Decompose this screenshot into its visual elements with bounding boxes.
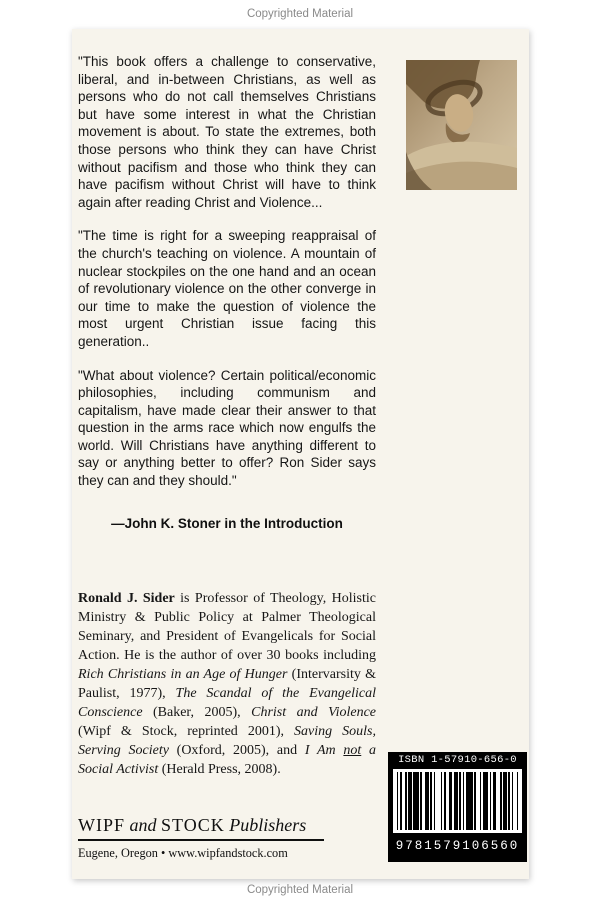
isbn-barcode-block xyxy=(388,752,527,862)
book-back-cover xyxy=(72,29,529,879)
text-segment: STOCK xyxy=(161,815,225,835)
text-segment: Publishers xyxy=(224,815,307,835)
back-cover-text-column xyxy=(78,53,376,793)
text-segment: and xyxy=(125,815,162,835)
endorsement-quote-paragraph: "This book offers a challenge to conservative, liberal, and in-between Christians, as well as persons who do not call themselves Christians but have some interest in what the Christian movement is about. To state the extremes, both those persons who think they can have Christ without pacifism and those who think they can have pacifism without Christ will have to think again after reading Christ and Violence... xyxy=(78,54,376,210)
text-segment: (Herald Press, 2008). xyxy=(158,761,281,777)
text-segment: Saving Souls, Serving Society xyxy=(78,723,376,758)
text-segment: (Intervarsity & Paulist, 1977), xyxy=(78,666,376,701)
text-segment: not xyxy=(343,742,362,758)
endorsement-quote-paragraph: "What about violence? Certain political/economic philosophies, including communism and capitalism, have made clear their answer to that question in the arms race which now engulfs the world. Will Christians have anything different to say or anything better to offer? Ron Sider says they can and they should." xyxy=(78,367,376,489)
christ-engraving-graphic xyxy=(406,60,517,190)
text-segment: a Social Activist xyxy=(78,742,376,777)
text-segment: (Oxford, 2005), and xyxy=(168,742,305,758)
text-segment: Ronald J. Sider xyxy=(78,590,175,606)
text-segment: Rich Christians in an Age of Hunger xyxy=(78,666,288,682)
endorsement-quote-paragraph: "The time is right for a sweeping reappraisal of the church's teaching on violence. A mountain of nuclear stockpiles on the one hand and an ocean of revolutionary violence on the other converge in our time to make the question of violence the most urgent Christian issue facing this generation.. xyxy=(78,228,376,349)
text-segment: I Am xyxy=(304,742,344,758)
text-segment: Christ and Violence xyxy=(251,704,376,720)
text-segment: (Wipf & Stock, reprinted 2001), xyxy=(78,723,295,739)
publisher-name xyxy=(78,815,338,836)
cover-art-engraving-image xyxy=(406,60,517,190)
endorsement-quotes xyxy=(78,53,376,490)
copyright-material-notice-top: Copyrighted Material xyxy=(246,8,354,20)
isbn-label: ISBN 1-57910-656-0 xyxy=(398,754,517,766)
publisher-location-website: Eugene, Oregon • www.wipfandstock.com xyxy=(78,846,288,860)
text-segment: WIPF xyxy=(78,815,126,835)
text-segment: is Professor of Theology, Holistic Ministry & Public Policy at Palmer Theological Seminary, and President of Evangelicals for Social Action. He is the author of over 30 books including xyxy=(78,590,376,663)
barcode-bar xyxy=(466,772,473,830)
publisher-block xyxy=(78,815,338,861)
text-segment: The Scandal of the Evangelical Conscience xyxy=(78,685,376,720)
isbn-number-digits: 9781579106560 xyxy=(395,839,520,853)
quote-attribution: —John K. Stoner in the Introduction xyxy=(111,515,343,531)
publisher-divider-rule xyxy=(78,839,324,841)
barcode xyxy=(393,769,522,833)
author-bio xyxy=(78,589,376,779)
text-segment: (Baker, 2005), xyxy=(142,704,252,720)
barcode-bar xyxy=(517,772,519,830)
barcode-bars xyxy=(397,772,519,830)
copyright-material-notice-bottom: Copyrighted Material xyxy=(246,884,354,896)
